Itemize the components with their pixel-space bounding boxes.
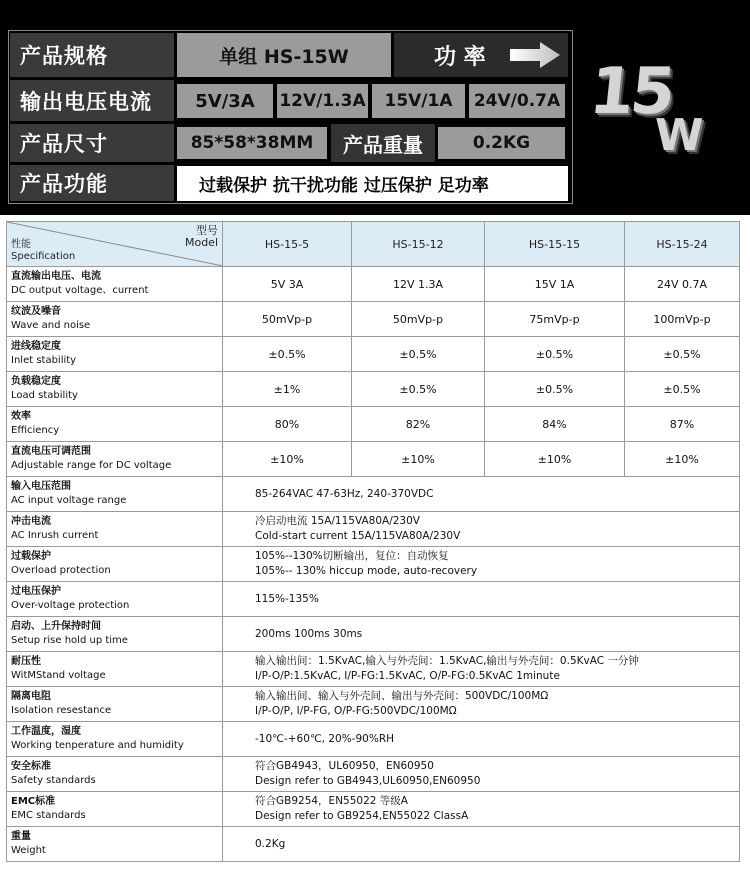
row-label-cell: [7, 512, 223, 547]
row-label-cell: [7, 407, 223, 442]
value-line: -10℃-+60℃, 20%-90%RH: [255, 732, 395, 745]
table-row: [7, 792, 740, 827]
value-cell: 50mVp-p: [352, 302, 485, 337]
row-label-en: Adjustable range for DC voltage: [11, 460, 172, 471]
value-cell: ±0.5%: [485, 372, 625, 407]
table-row: [7, 267, 740, 302]
row-label-cell: [7, 302, 223, 337]
value-line: 85-264VAC 47-63Hz, 240-370VDC: [255, 487, 434, 500]
spec-label: 产品规格: [10, 33, 174, 77]
function-value: 过载保护 抗干扰功能 过压保护 足功率: [177, 166, 568, 201]
value-cell: ±0.5%: [352, 372, 485, 407]
function-label: 产品功能: [10, 165, 174, 201]
row-label-cell: [7, 687, 223, 722]
table-row: [7, 442, 740, 477]
row-label-cell: [7, 827, 223, 862]
row-label-zh: 启动、上升保持时间: [11, 621, 101, 632]
table-row: [7, 757, 740, 792]
table-row: [7, 547, 740, 582]
merged-value-cell: [223, 792, 740, 827]
value-cell: 82%: [352, 407, 485, 442]
value-cell: ±0.5%: [352, 337, 485, 372]
weight-label: 产品重量: [331, 124, 435, 162]
output-12v: 12V/1.3A: [277, 84, 368, 118]
value-cell: ±0.5%: [625, 372, 740, 407]
value-cell: 75mVp-p: [485, 302, 625, 337]
arrow-right-icon: [510, 42, 560, 68]
row-label-en: AC input voltage range: [11, 495, 127, 506]
merged-value-cell: [223, 652, 740, 687]
value-cell: ±0.5%: [485, 337, 625, 372]
row-label-zh: 过载保护: [11, 551, 51, 562]
value-line: 105%-- 130% hiccup mode, auto-recovery: [255, 565, 478, 577]
header-model-cell: HS-15-15: [485, 222, 625, 267]
row-label-en: WitMStand voltage: [11, 670, 106, 681]
table-row: [7, 302, 740, 337]
power-label-cell: [394, 33, 568, 77]
header-model-en: Model: [184, 236, 218, 249]
value-cell: 12V 1.3A: [352, 267, 485, 302]
value-line: 输入输出间：1.5KvAC,输入与外壳间：1.5KvAC,输出与外壳间：0.5KvAC 一分钟: [255, 655, 639, 667]
value-line: Design refer to GB4943,UL60950,EN60950: [255, 775, 481, 787]
value-line: 105%--130%切断输出，复位：自动恢复: [255, 550, 449, 562]
value-cell: ±0.5%: [625, 337, 740, 372]
value-line: 115%-135%: [255, 592, 319, 605]
value-cell: ±1%: [223, 372, 352, 407]
header-corner-cell: [7, 222, 223, 267]
size-label: 产品尺寸: [10, 124, 174, 162]
row-label-cell: [7, 547, 223, 582]
row-label-zh: 输入电压范围: [11, 481, 71, 492]
value-cell: ±10%: [352, 442, 485, 477]
product-banner: [0, 0, 750, 215]
row-label-en: Working tenperature and humidity: [11, 740, 184, 751]
header-model-cell: HS-15-12: [352, 222, 485, 267]
voltage-label: 输出电压电流: [10, 80, 174, 121]
value-cell: 87%: [625, 407, 740, 442]
merged-value-cell: [223, 617, 740, 652]
value-cell: 100mVp-p: [625, 302, 740, 337]
header-spec-en: Specification: [11, 251, 76, 262]
table-row: [7, 722, 740, 757]
value-line: 输入输出间、输入与外壳间、输出与外壳间：500VDC/100MΩ: [255, 690, 549, 702]
table-row: [7, 617, 740, 652]
table-row: [7, 582, 740, 617]
row-label-zh: 直流电压可调范围: [11, 446, 91, 457]
row-label-cell: [7, 652, 223, 687]
header-spec-label: [11, 239, 75, 263]
value-line: 符合GB9254，EN55022 等级A: [255, 795, 408, 807]
row-label-zh: 负载稳定度: [11, 376, 61, 387]
spec-table: [6, 221, 740, 862]
row-label-en: Inlet stability: [11, 355, 77, 366]
row-label-zh: 直流输出电压、电流: [11, 271, 101, 282]
value-line: I/P-O/P:1.5KvAC, I/P-FG:1.5KvAC, O/P-FG:0.5KvAC 1minute: [255, 670, 560, 682]
row-label-zh: EMC标准: [11, 796, 56, 807]
row-label-cell: [7, 792, 223, 827]
row-label-en: Safety standards: [11, 775, 96, 786]
value-line: 符合GB4943，UL60950，EN60950: [255, 760, 434, 772]
weight-value: 0.2KG: [438, 127, 565, 159]
table-row: [7, 407, 740, 442]
row-label-cell: [7, 337, 223, 372]
merged-value-cell: [223, 687, 740, 722]
row-label-zh: 冲击电流: [11, 516, 51, 527]
merged-value-cell: [223, 477, 740, 512]
value-cell: 5V 3A: [223, 267, 352, 302]
row-label-zh: 效率: [11, 411, 31, 422]
row-label-en: Overload protection: [11, 565, 111, 576]
output-15v: 15V/1A: [372, 84, 465, 118]
row-label-en: Load stability: [11, 390, 78, 401]
row-label-cell: [7, 442, 223, 477]
row-label-zh: 纹波及噪音: [11, 306, 61, 317]
row-label-cell: [7, 267, 223, 302]
value-line: Design refer to GB9254,EN55022 ClassA: [255, 810, 469, 822]
header-model-cell: HS-15-5: [223, 222, 352, 267]
row-label-cell: [7, 582, 223, 617]
value-cell: ±10%: [625, 442, 740, 477]
header-model-cell: HS-15-24: [625, 222, 740, 267]
row-label-en: AC Inrush current: [11, 530, 99, 541]
header-model-label: [185, 225, 218, 249]
value-line: 200ms 100ms 30ms: [255, 627, 363, 640]
header-model-zh: 型号: [196, 224, 218, 237]
row-label-zh: 安全标准: [11, 761, 51, 772]
value-line: Cold-start current 15A/115VA80A/230V: [255, 530, 461, 542]
power-label: 功 率: [434, 44, 486, 70]
row-label-en: Setup rise hold up time: [11, 635, 128, 646]
value-cell: ±10%: [223, 442, 352, 477]
model-value: 单组 HS-15W: [177, 33, 391, 77]
row-label-cell: [7, 372, 223, 407]
size-value: 85*58*38MM: [177, 127, 327, 159]
row-label-zh: 过电压保护: [11, 586, 61, 597]
row-label-zh: 隔离电阻: [11, 691, 51, 702]
value-cell: 80%: [223, 407, 352, 442]
output-5v: 5V/3A: [177, 84, 273, 118]
wattage-logo-unit: W: [655, 110, 704, 161]
value-cell: 15V 1A: [485, 267, 625, 302]
row-label-en: Isolation resestance: [11, 705, 112, 716]
table-row: [7, 652, 740, 687]
value-cell: 24V 0.7A: [625, 267, 740, 302]
table-row: [7, 372, 740, 407]
merged-value-cell: [223, 512, 740, 547]
value-line: 0.2Kg: [255, 837, 286, 850]
value-line: 冷启动电流 15A/115VA80A/230V: [255, 515, 420, 527]
row-label-en: Wave and noise: [11, 320, 91, 331]
row-label-en: Efficiency: [11, 425, 60, 436]
header-spec-zh: 性能: [11, 239, 31, 250]
spec-table-body: [7, 267, 740, 862]
value-cell: 84%: [485, 407, 625, 442]
merged-value-cell: [223, 582, 740, 617]
row-label-zh: 重量: [11, 831, 31, 842]
table-header-row: [7, 222, 740, 267]
row-label-en: DC output voltage、current: [11, 285, 149, 296]
wattage-logo-number: 15: [586, 55, 675, 129]
row-label-zh: 工作温度，湿度: [11, 726, 81, 737]
merged-value-cell: [223, 547, 740, 582]
value-cell: ±10%: [485, 442, 625, 477]
row-label-cell: [7, 757, 223, 792]
row-label-cell: [7, 617, 223, 652]
row-label-en: Weight: [11, 845, 46, 856]
output-24v: 24V/0.7A: [469, 84, 565, 118]
row-label-zh: 耐压性: [11, 656, 41, 667]
table-row: [7, 337, 740, 372]
row-label-cell: [7, 722, 223, 757]
row-label-zh: 进线稳定度: [11, 341, 61, 352]
table-row: [7, 687, 740, 722]
row-label-en: Over-voltage protection: [11, 600, 130, 611]
merged-value-cell: [223, 757, 740, 792]
table-row: [7, 827, 740, 862]
value-cell: ±0.5%: [223, 337, 352, 372]
table-row: [7, 477, 740, 512]
row-label-en: EMC standards: [11, 810, 86, 821]
value-cell: 50mVp-p: [223, 302, 352, 337]
merged-value-cell: [223, 827, 740, 862]
table-row: [7, 512, 740, 547]
merged-value-cell: [223, 722, 740, 757]
row-label-cell: [7, 477, 223, 512]
value-line: I/P-O/P, I/P-FG, O/P-FG:500VDC/100MΩ: [255, 705, 457, 717]
